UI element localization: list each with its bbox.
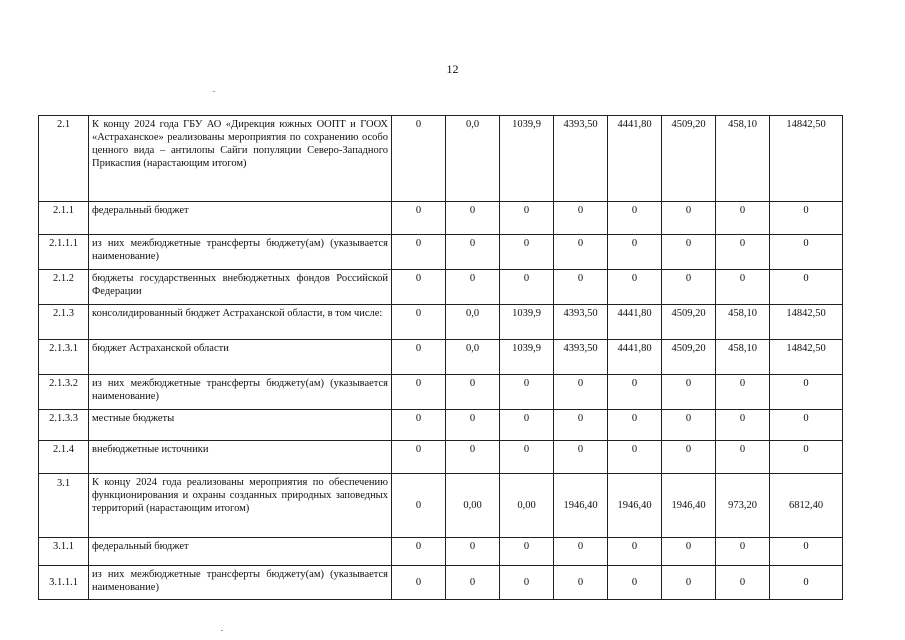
row-code: 2.1.1 [39, 202, 89, 235]
value-cell: 4441,80 [608, 305, 662, 340]
value-cell: 1946,40 [554, 474, 608, 538]
page-number: 12 [446, 62, 459, 76]
row-description: из них межбюджетные трансферты бюджету(ам) (указывается наименование) [89, 375, 392, 410]
value-cell: 0 [500, 566, 554, 600]
value-cell: 0 [392, 235, 446, 270]
row-description: К концу 2024 года реализованы мероприятия по обеспечению функционирования и охраны созданных природных заповедных территорий (нарастающим итогом) [89, 474, 392, 538]
value-cell: 1039,9 [500, 340, 554, 375]
value-cell: 0 [500, 270, 554, 305]
value-cell: 0 [716, 566, 770, 600]
value-cell: 0 [770, 441, 843, 474]
value-cell: 0 [770, 270, 843, 305]
value-cell: 0 [392, 410, 446, 441]
value-cell: 0 [770, 566, 843, 600]
value-cell: 14842,50 [770, 340, 843, 375]
value-cell: 0 [608, 375, 662, 410]
value-cell: 0 [554, 375, 608, 410]
value-cell: 0 [446, 410, 500, 441]
row-description: из них межбюджетные трансферты бюджету(ам) (указывается наименование) [89, 235, 392, 270]
row-description: федеральный бюджет [89, 202, 392, 235]
value-cell: 0 [662, 375, 716, 410]
value-cell: 0 [392, 566, 446, 600]
value-cell: 0 [392, 538, 446, 566]
value-cell: 0 [770, 538, 843, 566]
value-cell: 0 [392, 340, 446, 375]
value-cell: 0 [392, 270, 446, 305]
table-row [39, 270, 843, 305]
value-cell: 6812,40 [770, 474, 843, 538]
value-cell: 0 [716, 538, 770, 566]
value-cell: 14842,50 [770, 116, 843, 202]
row-description: из них межбюджетные трансферты бюджету(ам) (указывается наименование) [89, 566, 392, 600]
row-code: 2.1.2 [39, 270, 89, 305]
table-row [39, 116, 843, 202]
value-cell: 0 [392, 305, 446, 340]
value-cell: 4509,20 [662, 305, 716, 340]
value-cell: 0 [662, 235, 716, 270]
value-cell: 0 [392, 441, 446, 474]
row-description: бюджеты государственных внебюджетных фондов Российской Федерации [89, 270, 392, 305]
table-row [39, 235, 843, 270]
value-cell: 0,0 [446, 116, 500, 202]
value-cell: 0 [716, 235, 770, 270]
table-row [39, 410, 843, 441]
value-cell: 0,00 [446, 474, 500, 538]
value-cell: 0 [446, 235, 500, 270]
value-cell: 0 [392, 116, 446, 202]
value-cell: 0 [608, 410, 662, 441]
value-cell: 0 [554, 441, 608, 474]
value-cell: 0 [554, 410, 608, 441]
row-code: 2.1.3.3 [39, 410, 89, 441]
value-cell: 0 [446, 202, 500, 235]
table-body [39, 116, 843, 600]
value-cell: 0 [770, 202, 843, 235]
row-description: местные бюджеты [89, 410, 392, 441]
value-cell: 0 [608, 202, 662, 235]
table-row [39, 340, 843, 375]
value-cell: 0 [500, 375, 554, 410]
value-cell: 0 [500, 410, 554, 441]
row-code: 2.1.3 [39, 305, 89, 340]
value-cell: 0 [500, 202, 554, 235]
value-cell: 458,10 [716, 305, 770, 340]
row-description: федеральный бюджет [89, 538, 392, 566]
value-cell: 0 [392, 474, 446, 538]
table-row [39, 441, 843, 474]
value-cell: 0 [500, 235, 554, 270]
row-code: 3.1.1.1 [39, 566, 89, 600]
value-cell: 0 [446, 375, 500, 410]
table-row [39, 375, 843, 410]
value-cell: 4393,50 [554, 305, 608, 340]
row-code: 2.1 [39, 116, 89, 202]
row-code: 2.1.3.1 [39, 340, 89, 375]
table-row [39, 566, 843, 600]
value-cell: 4393,50 [554, 340, 608, 375]
budget-table [38, 115, 843, 600]
value-cell: 0 [608, 538, 662, 566]
table-row [39, 305, 843, 340]
row-description: бюджет Астраханской области [89, 340, 392, 375]
value-cell: 0 [770, 235, 843, 270]
value-cell: 0 [770, 410, 843, 441]
row-code: 3.1 [39, 474, 89, 538]
scan-mark [221, 630, 223, 631]
value-cell: 0 [662, 270, 716, 305]
value-cell: 0 [554, 270, 608, 305]
value-cell: 458,10 [716, 116, 770, 202]
row-description: К концу 2024 года ГБУ АО «Дирекция южных ООПТ и ГООХ «Астраханское» реализованы мероприятия по сохранению особо ценного вида – антилопы Сайги популяции Северо-Западного Прикаспия (нарастающим итогом) [89, 116, 392, 202]
table-row [39, 202, 843, 235]
value-cell: 0 [608, 270, 662, 305]
value-cell: 0 [716, 410, 770, 441]
scan-mark [213, 91, 215, 92]
row-code: 2.1.3.2 [39, 375, 89, 410]
value-cell: 0 [716, 202, 770, 235]
value-cell: 0 [554, 538, 608, 566]
value-cell: 0 [716, 441, 770, 474]
value-cell: 1039,9 [500, 116, 554, 202]
value-cell: 0 [770, 375, 843, 410]
value-cell: 0 [446, 538, 500, 566]
value-cell: 0 [500, 441, 554, 474]
value-cell: 4441,80 [608, 116, 662, 202]
value-cell: 0 [554, 566, 608, 600]
value-cell: 0 [554, 235, 608, 270]
value-cell: 0 [662, 202, 716, 235]
value-cell: 0 [662, 566, 716, 600]
value-cell: 0 [608, 235, 662, 270]
value-cell: 0 [446, 270, 500, 305]
value-cell: 0 [554, 202, 608, 235]
value-cell: 0 [716, 375, 770, 410]
table-row [39, 474, 843, 538]
value-cell: 0 [662, 410, 716, 441]
value-cell: 4509,20 [662, 116, 716, 202]
row-code: 2.1.1.1 [39, 235, 89, 270]
value-cell: 1946,40 [608, 474, 662, 538]
value-cell: 0 [662, 441, 716, 474]
value-cell: 0 [608, 566, 662, 600]
value-cell: 0 [392, 375, 446, 410]
value-cell: 0,0 [446, 305, 500, 340]
value-cell: 4393,50 [554, 116, 608, 202]
value-cell: 0,00 [500, 474, 554, 538]
value-cell: 0 [446, 441, 500, 474]
row-description: консолидированный бюджет Астраханской области, в том числе: [89, 305, 392, 340]
value-cell: 4441,80 [608, 340, 662, 375]
row-description: внебюджетные источники [89, 441, 392, 474]
row-code: 3.1.1 [39, 538, 89, 566]
value-cell: 4509,20 [662, 340, 716, 375]
value-cell: 0 [446, 566, 500, 600]
value-cell: 1946,40 [662, 474, 716, 538]
row-code: 2.1.4 [39, 441, 89, 474]
value-cell: 0,0 [446, 340, 500, 375]
value-cell: 973,20 [716, 474, 770, 538]
value-cell: 0 [392, 202, 446, 235]
value-cell: 0 [716, 270, 770, 305]
value-cell: 14842,50 [770, 305, 843, 340]
table-row [39, 538, 843, 566]
value-cell: 1039,9 [500, 305, 554, 340]
value-cell: 0 [662, 538, 716, 566]
value-cell: 0 [608, 441, 662, 474]
value-cell: 0 [500, 538, 554, 566]
value-cell: 458,10 [716, 340, 770, 375]
